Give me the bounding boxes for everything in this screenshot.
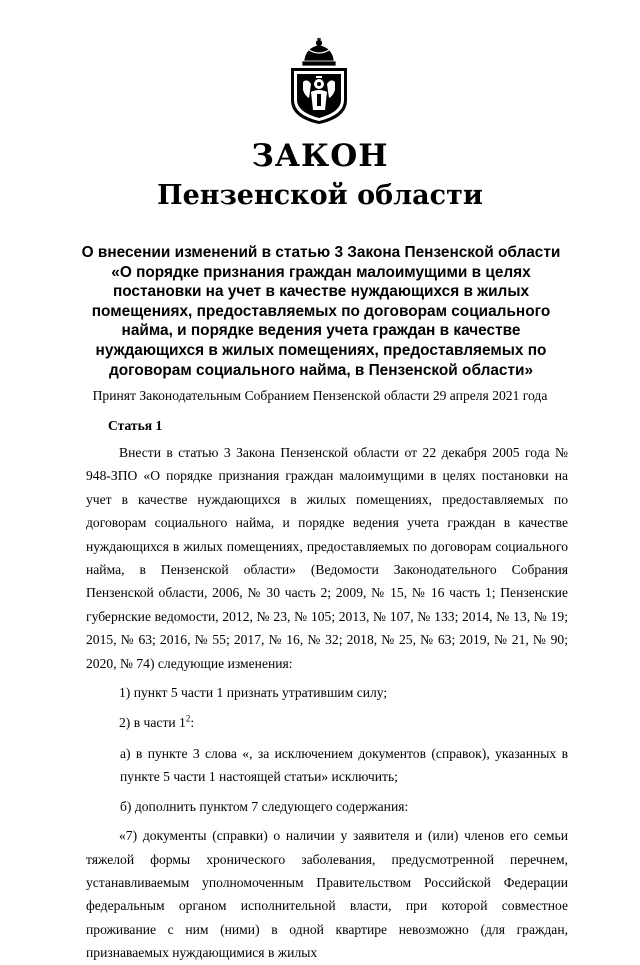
adoption-statement: Принят Законодательным Собранием Пензенской области 29 апреля 2021 года: [92, 388, 548, 403]
law-title-line: «О порядке признания граждан малоимущими в целях: [111, 263, 531, 281]
law-title-line: договорам социального найма, в Пензенской области»: [108, 361, 534, 379]
document-region-heading: Пензенской области: [157, 180, 483, 211]
quoted-text: «7) документы (справки) о наличии у заявителя и (или) членов его семьи тяжелой формы хронического заболевания, предусмотренной перечнем, устанавливаемым уполномоченным Правительством Российской Федерации федеральным органом исполнительной власти, при которой совместное проживание с ним (ними) в одной квартире невозможно (для граждан, признаваемых нуждающимися в жилых: [86, 828, 568, 961]
sub-item-b: б) дополнить пунктом 7 следующего содержания:: [120, 798, 409, 814]
list-item-2-superscript: 2: [185, 713, 191, 724]
law-title-line: постановки на учет в качестве нуждающихся в жилых: [112, 283, 530, 301]
law-title-line: найма, и порядке ведения учета граждан в качестве: [121, 322, 521, 340]
law-title-line: О внесении изменений в статью 3 Закона Пензенской области: [81, 244, 561, 261]
law-title-line: нуждающихся в жилых помещениях, предоставляемых по: [95, 341, 547, 359]
list-item-2: [86, 711, 568, 734]
document-type-heading: ЗАКОН: [251, 138, 389, 174]
list-item-2-colon: :: [190, 715, 195, 731]
intro-paragraph: Внести в статью 3 Закона Пензенской области от 22 декабря 2005 года № 948-ЗПО «О порядке признания граждан малоимущими в целях постановки на учет в качестве нуждающихся в жилых помещениях, предоставляемых по договорам социального найма, и порядке ведения учета граждан в качестве нуждающихся в жилых помещениях, предоставляемых по договорам социального найма, в Пензенской области» (Ведомости Законодательного Собрания Пензенской области, 2006, № 30 часть 2; 2009, № 15, № 16 часть 1; Пензенские губернские ведомости, 2012, № 23, № 105; 2013, № 107, № 133; 2014, № 13, № 19; 2015, № 63; 2016, № 55; 2017, № 16, № 32; 2018, № 25, № 63; 2019, № 21, № 90; 2020, № 74) следующие изменения:: [86, 445, 568, 671]
list-item-2-text: 2) в части 1: [119, 715, 186, 731]
coat-of-arms-icon: [283, 38, 355, 126]
law-title: [78, 243, 564, 380]
list-item-1: 1) пункт 5 части 1 признать утратившим силу;: [119, 685, 388, 701]
article-body: [86, 441, 568, 965]
law-title-line: помещениях, предоставляемых по договорам социального: [91, 302, 551, 320]
sub-item-a: а) в пункте 3 слова «, за исключением документов (справок), указанных в пункте 5 части 1 настоящей статьи» исключить;: [120, 745, 568, 785]
article-heading: Статья 1: [108, 418, 163, 433]
